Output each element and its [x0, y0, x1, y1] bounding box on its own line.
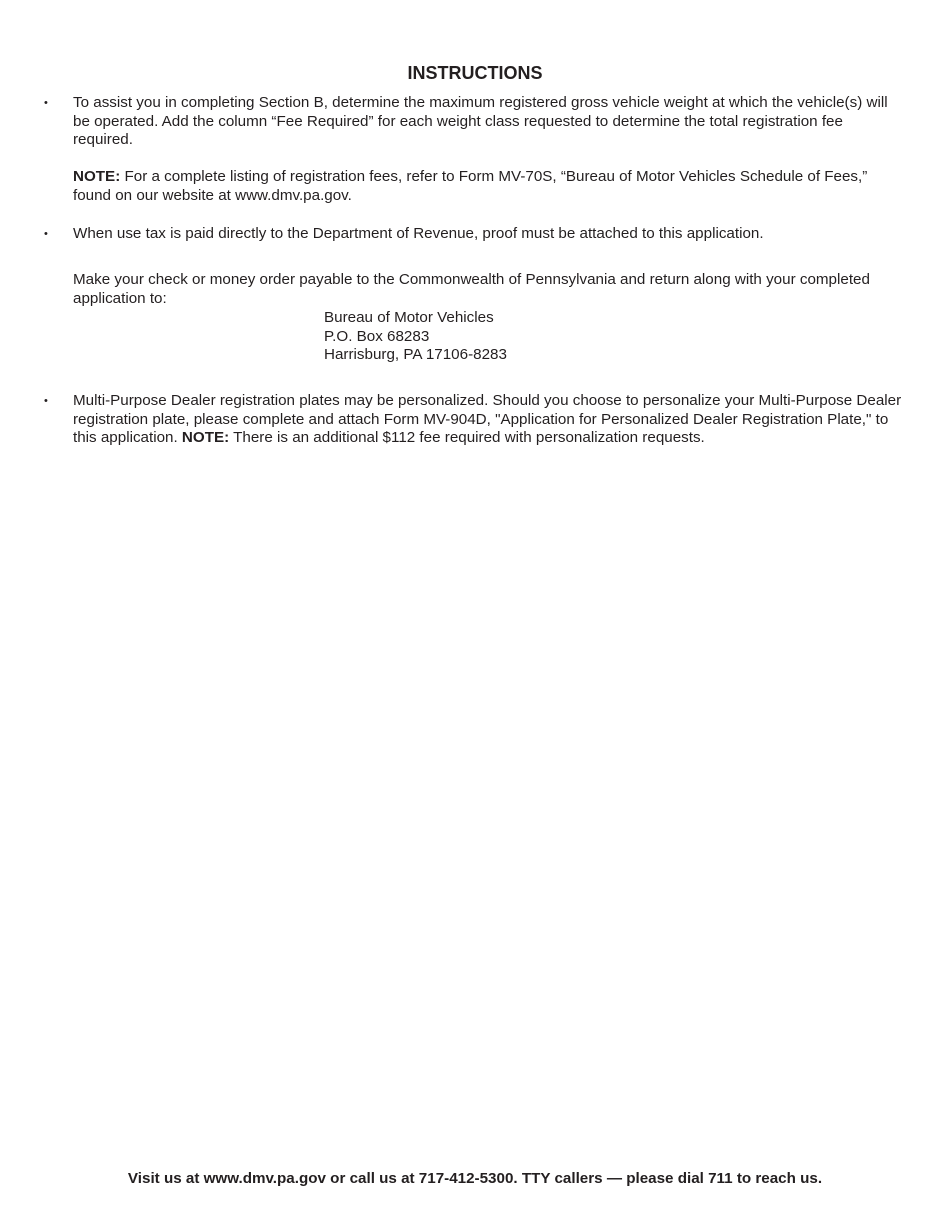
- instruction-use-tax-text: When use tax is paid directly to the Department of Revenue, proof must be attached to this application.: [73, 225, 764, 242]
- instruction-personalized-plate-text: [73, 392, 903, 448]
- instruction-weight-fee-text: To assist you in completing Section B, determine the maximum registered gross vehicle weight at which the vehicle(s) will be operated. Add the column “Fee Required” for each weight class requested to determine the total registration fee required.: [73, 94, 888, 149]
- note-text: There is an additional $112 fee required with personalization requests.: [229, 429, 705, 447]
- note-label: NOTE:: [181, 429, 230, 447]
- personalized-plate-text: Multi-Purpose Dealer registration plates may be personalized. Should you choose to personalize your Multi-Purpose Dealer registration plate, please complete and attach Form MV-904D, "Application for Personalized Dealer Registration Plate," to this application.: [73, 392, 902, 447]
- instruction-payment-text: Make your check or money order payable to the Commonwealth of Pennsylvania and return along with your completed application to:: [73, 271, 870, 307]
- bullet-marker: •: [44, 97, 48, 109]
- footer-contact: Visit us at www.dmv.pa.gov or call us at 717-412-5300. TTY callers — please dial 711 to reach us.: [127, 1170, 823, 1187]
- bullet-marker: •: [44, 228, 48, 240]
- page-title: INSTRUCTIONS: [407, 63, 543, 83]
- address-line-3: Harrisburg, PA 17106-8283: [324, 346, 507, 364]
- note-label: NOTE:: [73, 168, 121, 185]
- mailing-address: [324, 309, 507, 365]
- instruction-fee-schedule-note: [73, 168, 903, 205]
- bullet-marker: •: [44, 395, 48, 407]
- note-text: For a complete listing of registration fees, refer to Form MV-70S, “Bureau of Motor Vehicles Schedule of Fees,” found on our website at www.dmv.pa.gov.: [73, 168, 868, 204]
- address-line-2: P.O. Box 68283: [324, 327, 430, 345]
- address-line-1: Bureau of Motor Vehicles: [324, 309, 494, 326]
